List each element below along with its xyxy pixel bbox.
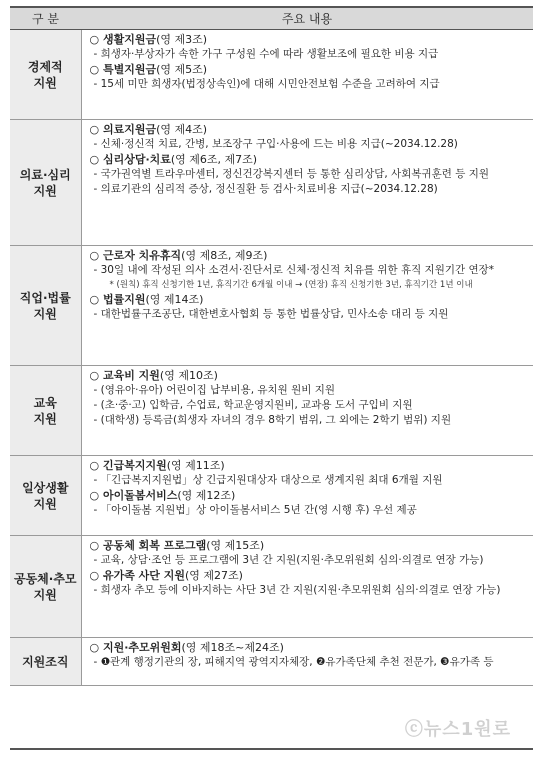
detail-line: - 대한법률구조공단, 대한변호사협회 등 통한 법률상담, 민사소송 대리 등 지원 bbox=[93, 308, 449, 320]
support-item-heading bbox=[90, 123, 528, 136]
table-row bbox=[10, 30, 533, 120]
circle-bullet-icon: ○ bbox=[89, 293, 103, 306]
content-cell bbox=[81, 120, 533, 246]
support-item-title: 법률지원 bbox=[102, 293, 146, 306]
circle-bullet-icon: ○ bbox=[89, 123, 103, 136]
detail-line: - 희생자 추모 등에 이바지하는 사단 3년 간 지원(지원·추모위원회 심의·의결로 연장 가능) bbox=[93, 584, 501, 596]
table-row bbox=[10, 456, 533, 536]
category-cell bbox=[10, 536, 81, 638]
circle-bullet-icon: ○ bbox=[89, 459, 103, 472]
support-item-title: 의료지원금 bbox=[102, 123, 157, 136]
category-label: 지원 bbox=[33, 411, 57, 426]
support-item-heading bbox=[90, 641, 528, 654]
content-cell bbox=[81, 246, 533, 366]
table-row bbox=[10, 638, 533, 686]
footnote: * (원칙) 휴직 신청기한 1년, 휴직기간 6개월 이내 → (연장) 휴직 신청기한 3년, 휴직기간 1년 이내 bbox=[109, 280, 473, 290]
category-cell bbox=[10, 120, 81, 246]
content-cell bbox=[81, 366, 533, 456]
circle-bullet-icon: ○ bbox=[89, 641, 103, 654]
legal-reference: (영 제27조) bbox=[184, 569, 243, 582]
legal-reference: (영 제6조, 제7조) bbox=[170, 153, 258, 166]
category-label: 공동체·추모 bbox=[13, 571, 77, 586]
category-label: 직업·법률 bbox=[19, 290, 71, 305]
category-cell bbox=[10, 246, 81, 366]
table-body bbox=[10, 30, 533, 686]
category-label: 지원 bbox=[33, 496, 57, 511]
detail-line: - (대학생) 등록금(희생자 자녀의 경우 8학기 범위, 그 외에는 2학기 범위) 지원 bbox=[93, 414, 452, 426]
support-item-title: 긴급복지지원 bbox=[102, 459, 167, 472]
category-label: 교육 bbox=[33, 395, 57, 410]
table-bottom-rule bbox=[10, 748, 533, 750]
category-cell bbox=[10, 30, 81, 120]
circle-bullet-icon: ○ bbox=[89, 33, 103, 46]
detail-line: - 신체·정신적 치료, 간병, 보조장구 구입·사용에 드는 비용 지급(~2034.12.28) bbox=[93, 138, 458, 150]
detail-line: - 희생자·부상자가 속한 가구 구성원 수에 따라 생활보조에 필요한 비용 지급 bbox=[93, 48, 439, 60]
support-item-title: 공동체 회복 프로그램 bbox=[102, 539, 207, 552]
detail-line: - 의료기관의 심리적 증상, 정신질환 등 검사·치료비용 지급(~2034.12.28) bbox=[93, 183, 438, 195]
category-label: 지원조직 bbox=[22, 654, 69, 669]
legal-reference: (영 제12조) bbox=[177, 489, 236, 502]
circle-bullet-icon: ○ bbox=[89, 249, 103, 262]
detail-line: - (영유아·유아) 어린이집 납부비용, 유치원 원비 지원 bbox=[93, 384, 336, 396]
support-item-title: 심리상담·치료 bbox=[102, 153, 171, 166]
legal-reference: (영 제8조, 제9조) bbox=[181, 249, 268, 262]
circle-bullet-icon: ○ bbox=[89, 539, 103, 552]
circle-bullet-icon: ○ bbox=[89, 369, 103, 382]
support-item-heading bbox=[90, 539, 528, 552]
content-cell bbox=[81, 536, 533, 638]
support-item-title: 유가족 사단 지원 bbox=[102, 569, 185, 582]
support-item-heading bbox=[90, 459, 528, 472]
category-label: 의료·심리 bbox=[19, 167, 71, 182]
support-item-title: 근로자 치유휴직 bbox=[102, 249, 182, 262]
support-item-heading bbox=[90, 489, 528, 502]
support-item-title: 특별지원금 bbox=[102, 63, 157, 76]
legal-reference: (영 제11조) bbox=[166, 459, 225, 472]
support-table bbox=[10, 6, 533, 686]
support-item-heading bbox=[90, 249, 528, 262]
support-item-heading bbox=[90, 153, 528, 166]
circle-bullet-icon: ○ bbox=[89, 489, 103, 502]
circle-bullet-icon: ○ bbox=[89, 63, 103, 76]
support-item-title: 교육비 지원 bbox=[102, 369, 160, 382]
header-category: 구 분 bbox=[10, 7, 81, 30]
category-label: 일상생활 bbox=[22, 480, 69, 495]
table-row bbox=[10, 366, 533, 456]
legal-reference: (영 제15조) bbox=[206, 539, 265, 552]
detail-line: - 국가권역별 트라우마센터, 정신건강복지센터 등 통한 심리상담, 사회복귀훈련 등 지원 bbox=[93, 168, 490, 180]
support-item-heading bbox=[90, 369, 528, 382]
detail-line: - 「아이돌봄 지원법」상 아이돌봄서비스 5년 간(영 시행 후) 우선 제공 bbox=[93, 504, 417, 516]
table-row bbox=[10, 120, 533, 246]
support-item-heading bbox=[90, 63, 528, 76]
detail-line: - ❶관계 행정기관의 장, 피해지역 광역지자체장, ❷유가족단체 추천 전문가, ❸유가족 등 bbox=[93, 656, 494, 668]
detail-line: - 15세 미만 희생자(법정상속인)에 대해 시민안전보험 수준을 고려하여 지급 bbox=[93, 78, 440, 90]
category-label: 지원 bbox=[33, 306, 57, 321]
support-item-heading bbox=[90, 293, 528, 306]
detail-line: - 교육, 상담·조언 등 프로그램에 3년 간 지원(지원·추모위원회 심의·의결로 연장 가능) bbox=[93, 554, 484, 566]
support-item-title: 생활지원금 bbox=[102, 33, 157, 46]
legal-reference: (영 제5조) bbox=[156, 63, 208, 76]
detail-line: - (초·중·고) 입학금, 수업료, 학교운영지원비, 교과용 도서 구입비 지원 bbox=[93, 399, 413, 411]
support-item-heading bbox=[90, 33, 528, 46]
watermark: ⓒ뉴스1원로 bbox=[404, 719, 511, 740]
content-cell bbox=[81, 30, 533, 120]
detail-line: - 「긴급복지지원법」상 긴급지원대상자 대상으로 생계지원 최대 6개월 지원 bbox=[93, 474, 443, 486]
circle-bullet-icon: ○ bbox=[89, 153, 103, 166]
category-cell bbox=[10, 638, 81, 686]
legal-reference: (영 제18조~제24조) bbox=[181, 641, 284, 654]
support-item-title: 아이돌봄서비스 bbox=[102, 489, 178, 502]
category-cell bbox=[10, 366, 81, 456]
category-label: 지원 bbox=[33, 587, 57, 602]
category-label: 지원 bbox=[33, 75, 57, 90]
table-row bbox=[10, 246, 533, 366]
table-header bbox=[10, 7, 533, 30]
support-item-heading bbox=[90, 569, 528, 582]
circle-bullet-icon: ○ bbox=[89, 569, 103, 582]
category-cell bbox=[10, 456, 81, 536]
content-cell bbox=[81, 638, 533, 686]
category-label: 경제적 bbox=[27, 59, 63, 74]
header-content: 주요 내용 bbox=[81, 7, 533, 30]
content-cell bbox=[81, 456, 533, 536]
support-item-title: 지원·추모위원회 bbox=[102, 641, 182, 654]
category-label: 지원 bbox=[33, 183, 57, 198]
legal-reference: (영 제10조) bbox=[159, 369, 218, 382]
legal-reference: (영 제14조) bbox=[145, 293, 204, 306]
legal-reference: (영 제3조) bbox=[156, 33, 208, 46]
table-row bbox=[10, 536, 533, 638]
legal-reference: (영 제4조) bbox=[156, 123, 208, 136]
detail-line: - 30일 내에 작성된 의사 소견서·진단서로 신체·정신적 치유를 위한 휴직 지원기간 연장* bbox=[93, 264, 495, 276]
